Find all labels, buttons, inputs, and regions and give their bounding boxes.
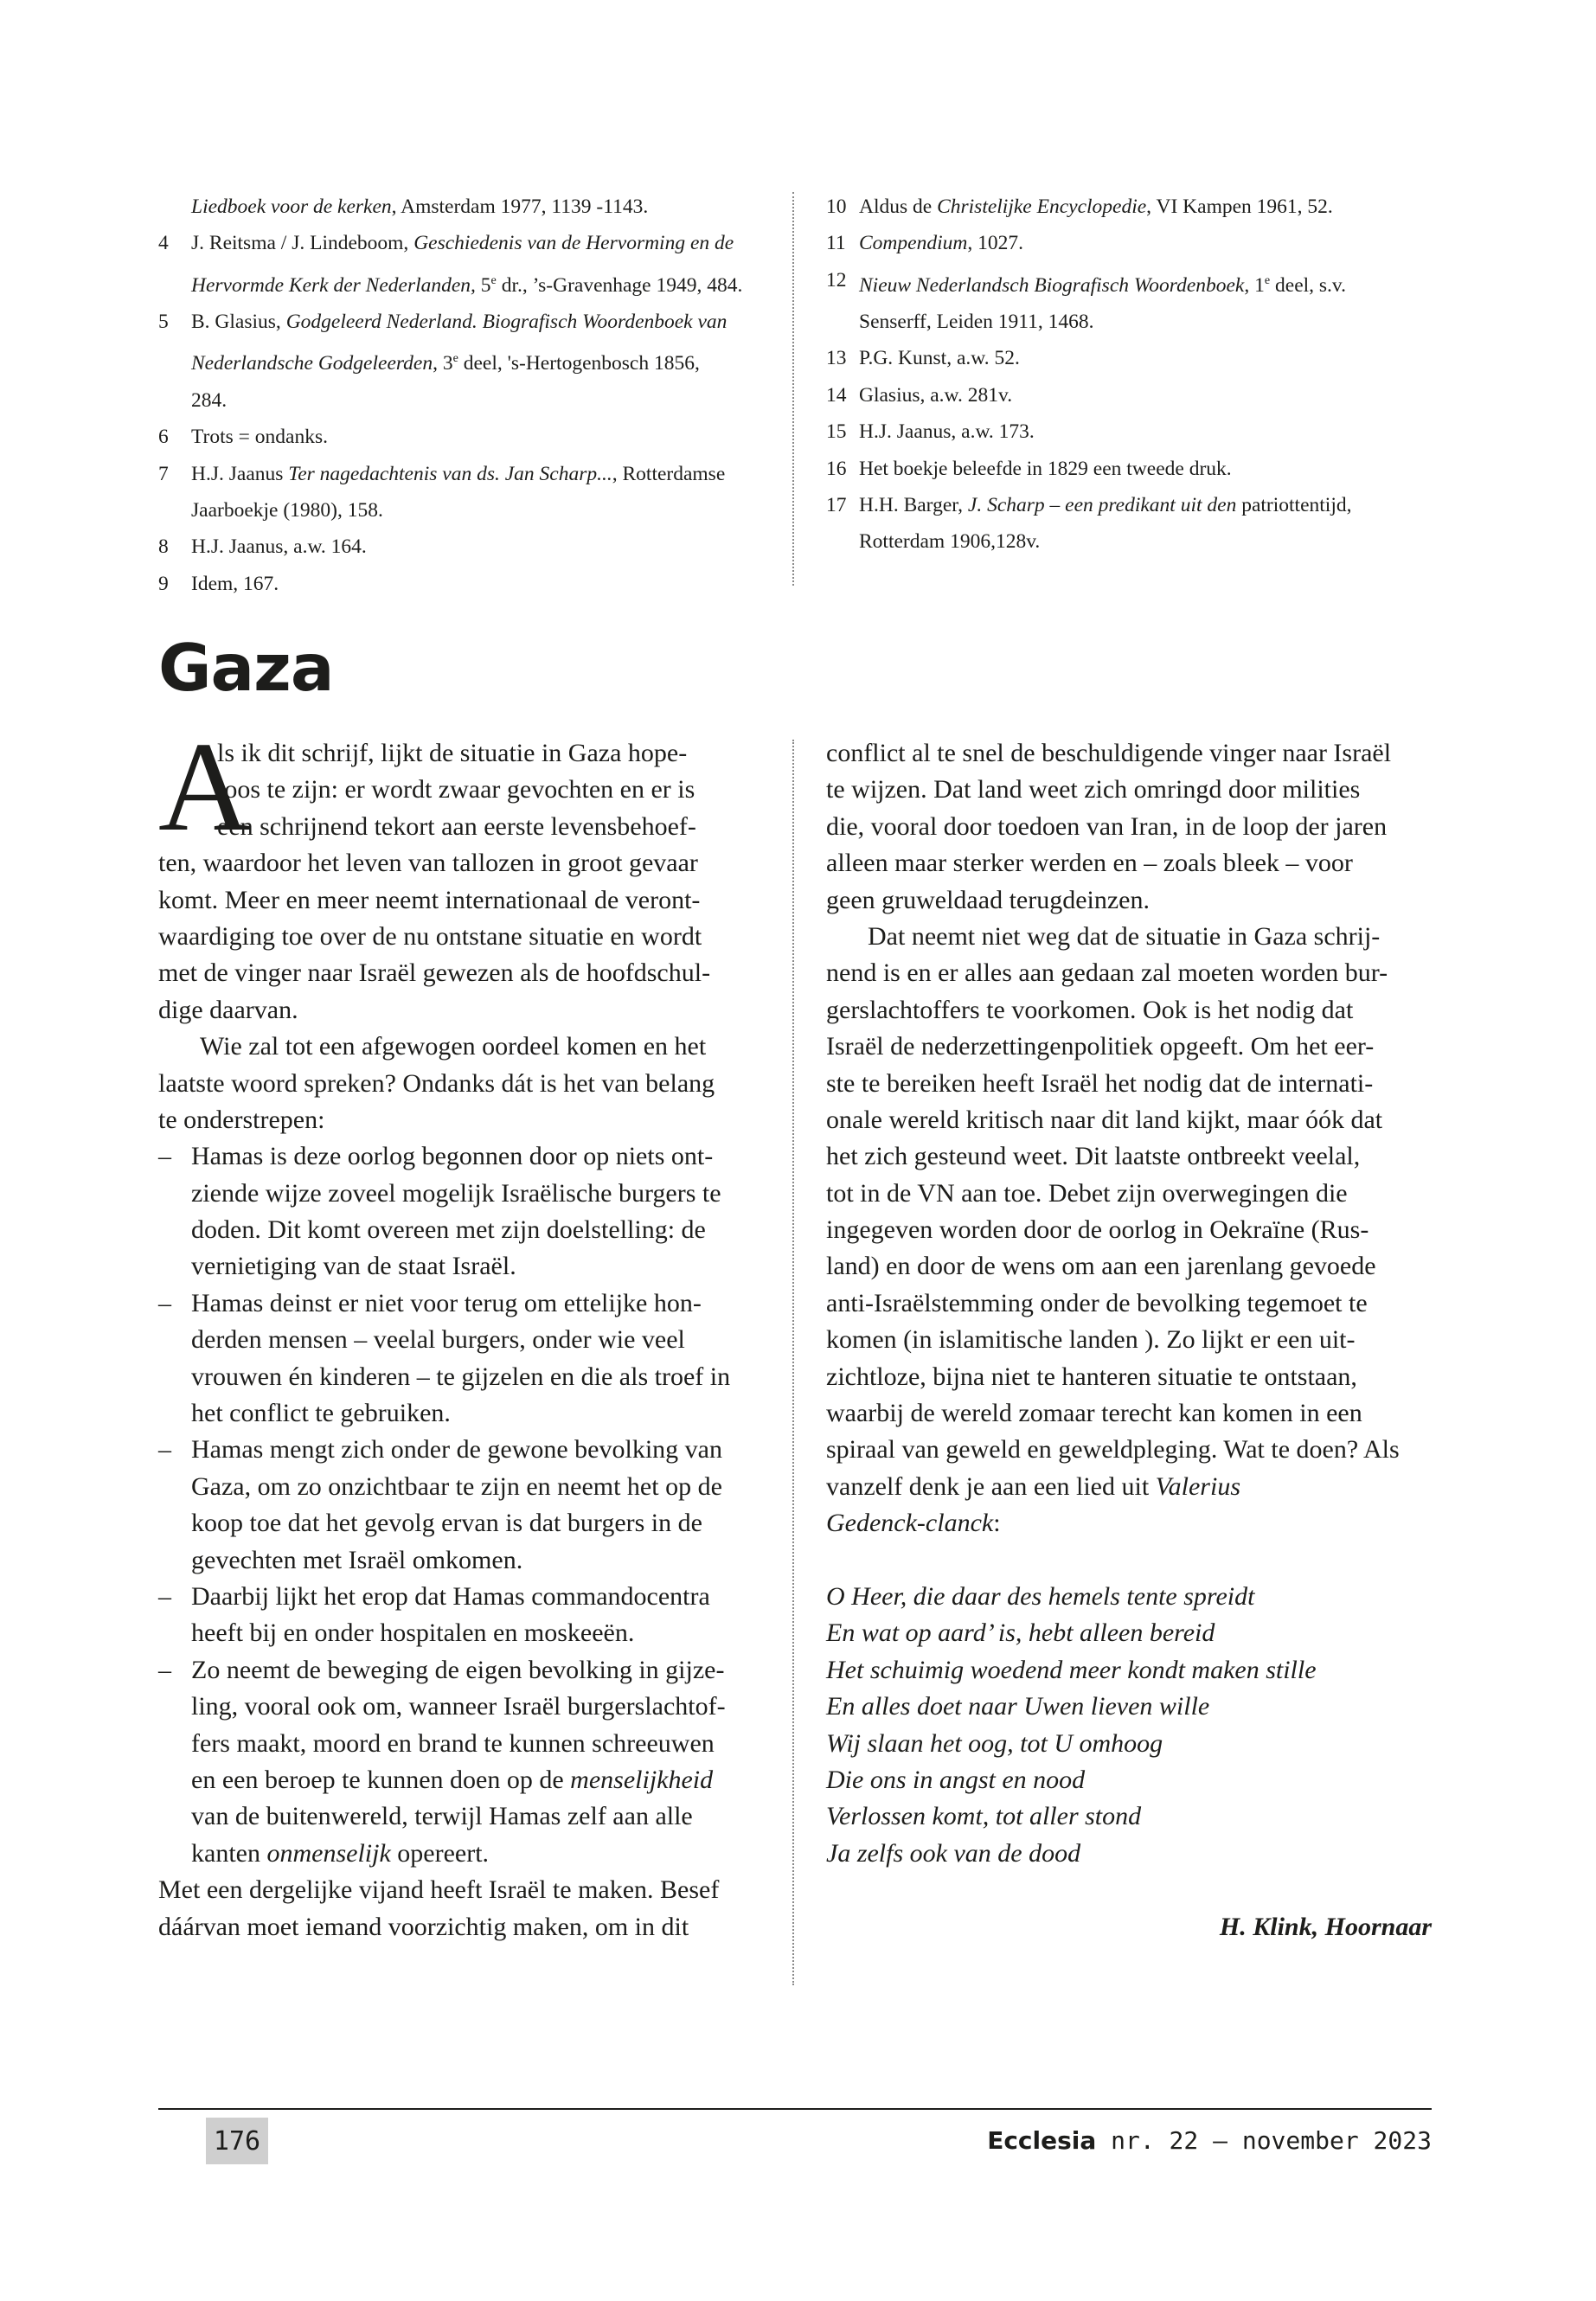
footnote-number [158, 189, 191, 225]
poem-line: Het schuimig woedend meer kondt maken stille [826, 1655, 1317, 1684]
text-line [826, 1322, 1432, 1358]
list-bullet: – [158, 1288, 171, 1317]
footnote-number: 14 [826, 383, 847, 407]
text-run: Hamas deinst er niet voor terug om ettelijke hon- [191, 1288, 702, 1317]
journal-issue: nr. 22 – november 2023 [1096, 2126, 1432, 2155]
text-run: 284. [191, 388, 228, 412]
footnote [826, 189, 1449, 225]
footnote-number: 16 [826, 457, 847, 480]
text-run: Hamas is deze oorlog begonnen door op niets ont- [191, 1142, 714, 1171]
footnote [158, 456, 781, 529]
footnote [826, 451, 1449, 487]
text-run: Geschiedenis van de Hervorming en de [413, 232, 734, 255]
text-line [826, 1395, 1432, 1432]
text-run: , Rotterdamse [612, 462, 726, 485]
text-run: J. Reitsma / J. Lindeboom, [191, 232, 414, 255]
footnotes-right [826, 189, 1449, 561]
footnote-text [191, 529, 781, 565]
journal-name: Ecclesia [987, 2126, 1097, 2155]
text-run: , 1 [1244, 273, 1265, 297]
article-column-left [158, 716, 764, 1945]
footnote-number: 6 [158, 426, 169, 449]
text-run: die, vooral door toedoen van Iran, in de loop der jaren [826, 811, 1388, 841]
text-line [158, 1138, 764, 1175]
footnote-number: 13 [826, 347, 847, 370]
text-line [826, 772, 1432, 808]
text-run: J. Scharp – een predikant uit den [967, 494, 1237, 517]
footnote-number: 11 [826, 232, 846, 255]
text-run: Christelijke Encyclopedie [937, 195, 1147, 218]
spacer [826, 1872, 1432, 1908]
text-line [826, 1542, 1432, 1579]
text-line [826, 955, 1432, 991]
footnote-text [191, 419, 781, 455]
footnote-text [191, 304, 781, 419]
footnote [158, 419, 781, 455]
text-run: en een beroep te kunnen doen op de [191, 1765, 571, 1794]
text-line [158, 1395, 764, 1432]
text-line [826, 809, 1432, 845]
text-run: opereert. [390, 1838, 490, 1868]
footnote [158, 304, 781, 419]
text-line [158, 1909, 764, 1945]
text-line [826, 1102, 1432, 1138]
text-run: het zich gesteund weet. Dit laatste ontbreekt veelal, [826, 1142, 1361, 1171]
text-line [158, 1322, 764, 1358]
text-line [158, 1102, 764, 1138]
text-run: heeft bij en onder hospitalen en moskeeën. [191, 1618, 635, 1648]
text-run: Rotterdam 1906,128v. [859, 530, 1041, 554]
text-line [158, 1762, 764, 1798]
text-run: land) en door de wens om aan een jarenlang gevoede [826, 1252, 1376, 1281]
footnote-text [191, 189, 781, 225]
text-run: B. Glasius, [191, 311, 286, 334]
footnote-number: 12 [826, 268, 847, 292]
article-title: Gaza [158, 630, 334, 706]
text-run: onale wereld kritisch naar dit land kijkt, maar óók dat [826, 1105, 1383, 1134]
footnote-number: 10 [826, 195, 847, 218]
text-run: dr., ’s-Gravenhage 1949, 484. [496, 273, 743, 297]
text-run: Compendium [859, 232, 968, 255]
footnote-divider [792, 192, 794, 586]
text-run: deel, s.v. [1270, 273, 1347, 297]
text-run: H.J. Jaanus, a.w. 164. [191, 535, 367, 559]
text-run: komen (in islamitische landen ). Zo lijkt er een uit- [826, 1325, 1356, 1355]
list-bullet: – [158, 1435, 171, 1465]
footnote-text [859, 262, 1449, 341]
text-run: menselijkheid [570, 1765, 714, 1794]
text-run: Nederlandsche Godgeleerden [191, 352, 433, 375]
text-line [826, 1359, 1432, 1395]
text-line [826, 1285, 1432, 1322]
text-run: Dat neemt niet weg dat de situatie in Gaza schrij- [868, 921, 1381, 951]
poem-line: En wat op aard’ is, hebt alleen bereid [826, 1618, 1215, 1648]
text-run: , 3 [433, 352, 453, 375]
text-line [158, 992, 764, 1029]
text-run: het conflict te gebruiken. [191, 1399, 451, 1428]
poem-line: O Heer, die daar des hemels tente spreidt [826, 1581, 1255, 1611]
text-run: komt. Meer en meer neemt internationaal de veront- [158, 885, 701, 914]
text-line [826, 992, 1432, 1029]
text-line [158, 955, 764, 991]
text-run: conflict al te snel de beschuldigende vinger naar Israël [826, 739, 1392, 767]
text-run: vrouwen én kinderen – te gijzelen en die als troef in [191, 1362, 731, 1391]
text-line [826, 1176, 1432, 1212]
text-run: Hamas mengt zich onder de gewone bevolking van [191, 1435, 722, 1465]
text-run: H.J. Jaanus, a.w. 173. [859, 420, 1035, 444]
text-line [158, 1432, 764, 1468]
footnote-number: 17 [826, 494, 847, 517]
footnote-text [859, 189, 1449, 225]
text-run: waardiging toe over de nu ontstane situatie en wordt [158, 921, 702, 951]
text-line [158, 1726, 764, 1762]
text-line [158, 1359, 764, 1395]
text-line [826, 845, 1432, 881]
list-bullet: – [158, 1142, 171, 1171]
footnote-text [859, 225, 1449, 261]
text-run: , VI Kampen 1961, 52. [1146, 195, 1333, 218]
text-line [158, 1689, 764, 1725]
text-run: Israël de nederzettingenpolitiek opgeeft. Om het eer- [826, 1032, 1375, 1061]
text-run: onmenselijk [266, 1838, 391, 1868]
list-bullet: – [158, 1581, 171, 1611]
journal-info [987, 2118, 1432, 2164]
text-line [826, 882, 1432, 919]
text-run: fers maakt, moord en brand te kunnen schreeuwen [191, 1728, 715, 1758]
text-run: H.H. Barger, [859, 494, 968, 517]
text-run: Met een dergelijke vijand heeft Israël te maken. Besef [158, 1875, 720, 1905]
text-run: tot in de VN aan toe. Debet zijn overwegingen die [826, 1178, 1348, 1208]
footnote [826, 377, 1449, 413]
text-run: e [490, 272, 497, 287]
footnote-text [191, 566, 781, 602]
text-run: alleen maar sterker werden en – zoals bleek – voor [826, 849, 1353, 878]
footnote [158, 566, 781, 602]
footer-rule [158, 2108, 1432, 2110]
text-run: nend is en er alles aan gedaan zal moeten worden bur- [826, 958, 1388, 988]
text-line [826, 1432, 1432, 1468]
footnote-text [191, 456, 781, 529]
text-line [158, 1505, 764, 1541]
text-line [158, 1872, 764, 1908]
text-line [158, 1542, 764, 1579]
footnote-text [859, 413, 1449, 450]
text-run: Senserff, Leiden 1911, 1468. [859, 311, 1094, 334]
text-line [158, 1212, 764, 1248]
text-line [158, 1836, 764, 1872]
text-run: P.G. Kunst, a.w. 52. [859, 347, 1020, 370]
footnote [826, 413, 1449, 450]
text-run: anti-Israëlstemming onder de bevolking tegemoet te [826, 1288, 1368, 1317]
footnote-text [859, 340, 1449, 376]
text-line [826, 1138, 1432, 1175]
text-run: Idem, 167. [191, 572, 279, 595]
footnote-text [859, 451, 1449, 487]
poem-line: Wij slaan het oog, tot U omhoog [826, 1728, 1163, 1758]
text-run: zichtloze, bijna niet te hanteren situatie te ontstaan, [826, 1362, 1357, 1391]
text-run: ten, waardoor het leven van tallozen in groot gevaar [158, 849, 698, 878]
text-run: dige daarvan. [158, 995, 298, 1024]
text-line [158, 1066, 764, 1102]
text-run: : [993, 1509, 1001, 1538]
text-line [826, 1248, 1432, 1285]
text-run: Glasius, a.w. 281v. [859, 383, 1013, 407]
text-run: derden mensen – veelal burgers, onder wie veel [191, 1325, 685, 1355]
text-line [826, 1505, 1432, 1541]
drop-cap: A [158, 716, 251, 858]
text-run: Hervormde Kerk der Nederlanden, [191, 273, 476, 297]
text-run: te onderstrepen: [158, 1105, 325, 1134]
text-line [158, 1652, 764, 1689]
author-signature: H. Klink, Hoornaar [1219, 1912, 1432, 1941]
text-run: Godgeleerd Nederland. Biografisch Woordenboek van [285, 311, 727, 334]
article-column-right [826, 735, 1432, 1945]
text-run: Valerius [1155, 1471, 1240, 1501]
text-run: gerslachtoffers te voorkomen. Ook is het nodig dat [826, 995, 1354, 1024]
text-run: waarbij de wereld zomaar terecht kan komen in een [826, 1399, 1362, 1428]
text-run: ste te bereiken heeft Israël het nodig dat de internati- [826, 1068, 1374, 1098]
text-run: Gedenck-clanck [826, 1509, 994, 1538]
text-line [826, 1469, 1432, 1505]
poem-line: En alles doet naar Uwen lieven wille [826, 1692, 1210, 1721]
poem [826, 1579, 1432, 1872]
text-line [158, 1176, 764, 1212]
text-run: laatste woord spreken? Ondanks dát is het van belang [158, 1068, 715, 1098]
footnote [826, 225, 1449, 261]
text-run: ls ik dit schrijf, lijkt de situatie in Gaza hope- [217, 739, 688, 767]
text-line [158, 1469, 764, 1505]
text-run: doden. Dit komt overeen met zijn doelstelling: de [191, 1215, 706, 1245]
text-run: Het boekje beleefde in 1829 een tweede druk. [859, 457, 1232, 480]
text-line [826, 1066, 1432, 1102]
text-run: van de buitenwereld, terwijl Hamas zelf aan alle [191, 1802, 693, 1831]
text-run: een schrijnend tekort aan eerste levensbehoef- [217, 811, 696, 841]
text-run: deel, 's-Hertogenbosch 1856, [458, 352, 700, 375]
footnote [826, 262, 1449, 341]
text-line [158, 1579, 764, 1615]
text-run: loos te zijn: er wordt zwaar gevochten en er is [217, 775, 695, 804]
text-run: Daarbij lijkt het erop dat Hamas commandocentra [191, 1581, 710, 1611]
text-line [826, 1212, 1432, 1248]
text-run: , 1027. [967, 232, 1023, 255]
column-divider [792, 740, 794, 1985]
text-line [158, 1615, 764, 1651]
text-run: ziende wijze zoveel mogelijk Israëlische burgers te [191, 1178, 721, 1208]
text-line [158, 1029, 764, 1065]
text-run: Gaza, om zo onzichtbaar te zijn en neemt het op de [191, 1471, 722, 1501]
text-line [826, 919, 1432, 955]
text-line [158, 1798, 764, 1835]
text-line [158, 882, 764, 919]
text-run: ingegeven worden door de oorlog in Oekraïne (Rus- [826, 1215, 1369, 1245]
footnote-number: 9 [158, 572, 169, 595]
page-number: 176 [206, 2118, 268, 2164]
text-run: Zo neemt de beweging de eigen bevolking in gijze- [191, 1655, 725, 1684]
text-line [158, 1248, 764, 1285]
text-line [158, 919, 764, 955]
text-run: vanzelf denk je aan een lied uit [826, 1471, 1156, 1501]
footnote [826, 487, 1449, 561]
text-run: patriottentijd, [1236, 494, 1352, 517]
text-run: , Amsterdam 1977, 1139 -1143. [391, 195, 649, 218]
poem-line: Die ons in angst en nood [826, 1765, 1086, 1794]
footnote-text [859, 377, 1449, 413]
text-run: Trots = ondanks. [191, 426, 328, 449]
text-run: e [452, 351, 458, 366]
footnote [826, 340, 1449, 376]
text-run: geen gruweldaad terugdeinzen. [826, 885, 1150, 914]
text-run: Wie zal tot een afgewogen oordeel komen en het [200, 1032, 707, 1061]
text-line [826, 1029, 1432, 1065]
footnotes-left [158, 189, 781, 602]
text-run: Ter nagedachtenis van ds. Jan Scharp... [288, 462, 612, 485]
text-run: kanten [191, 1838, 267, 1868]
text-run: vernietiging van de staat Israël. [191, 1252, 516, 1281]
text-run: 5 [475, 273, 491, 297]
text-run: Jaarboekje (1980), 158. [191, 498, 383, 522]
text-run: Aldus de [859, 195, 938, 218]
text-run: Liedboek voor de kerken [191, 195, 392, 218]
text-run: Nieuw Nederlandsch Biografisch Woordenboek [859, 273, 1245, 297]
text-run: te wijzen. Dat land weet zich omringd door milities [826, 775, 1361, 804]
footnote [158, 225, 781, 304]
text-line [826, 735, 1432, 772]
text-run: ling, vooral ook om, wanneer Israël burgerslachtof- [191, 1692, 726, 1721]
text-run: met de vinger naar Israël gewezen als de hoofdschul- [158, 958, 711, 988]
poem-line: Ja zelfs ook van de dood [826, 1838, 1081, 1868]
footnote-text [859, 487, 1449, 561]
text-run: e [1264, 272, 1271, 287]
footnote-number: 5 [158, 311, 169, 334]
footnote [158, 529, 781, 565]
footnote-number: 7 [158, 462, 169, 485]
footnote-text [191, 225, 781, 304]
footnote-number: 8 [158, 535, 169, 559]
text-run: dáárvan moet iemand voorzichtig maken, om in dit [158, 1912, 689, 1941]
text-line [158, 1285, 764, 1322]
footnote [158, 189, 781, 225]
list-bullet: – [158, 1655, 171, 1684]
poem-line: Verlossen komt, tot aller stond [826, 1802, 1142, 1831]
footnote-number: 15 [826, 420, 847, 444]
text-run: gevechten met Israël omkomen. [191, 1545, 523, 1574]
footnote-number: 4 [158, 232, 169, 255]
text-run: koop toe dat het gevolg ervan is dat burgers in de [191, 1509, 702, 1538]
text-run: spiraal van geweld en geweldpleging. Wat te doen? Als [826, 1435, 1400, 1465]
text-run: H.J. Jaanus [191, 462, 289, 485]
